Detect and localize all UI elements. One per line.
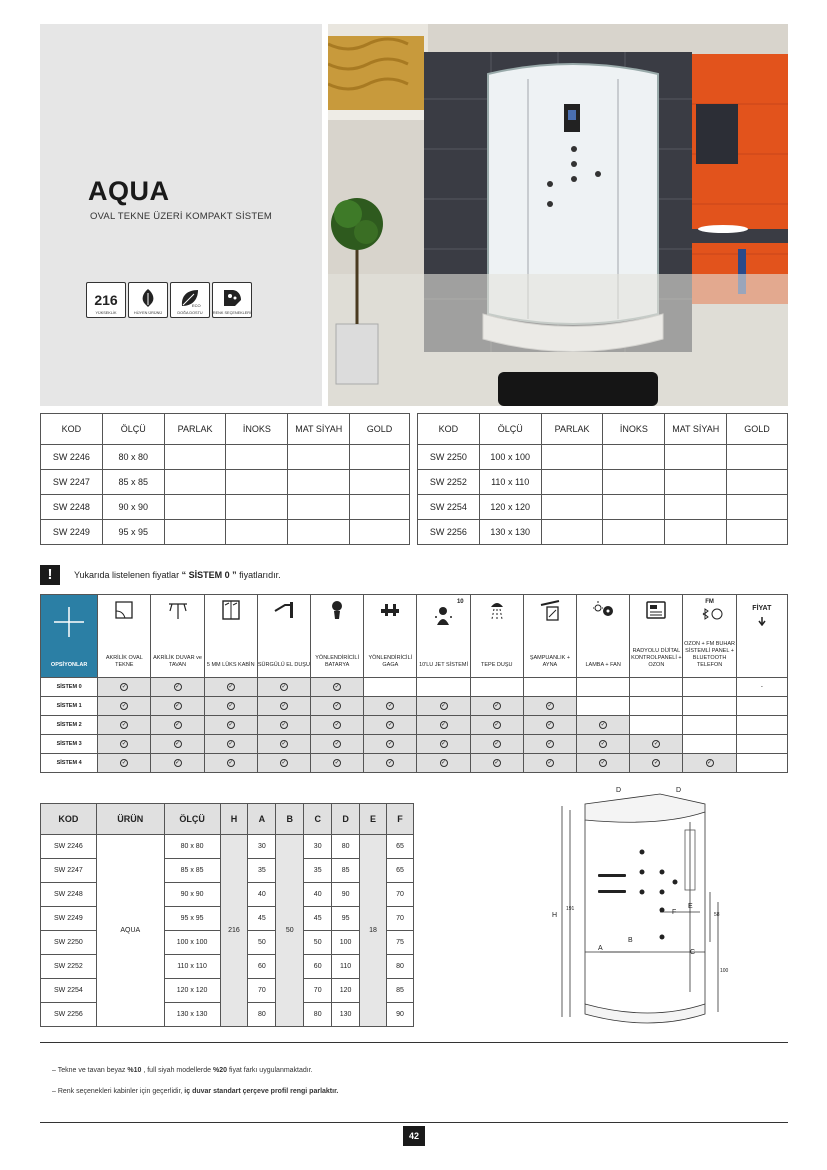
check-cell	[204, 697, 257, 716]
dimensions-table	[40, 803, 414, 1027]
check-icon: ✓	[334, 741, 340, 747]
table-cell: 80 x 80	[164, 835, 220, 859]
note-color-price: – Tekne ve tavan beyaz %10 , full siyah modellerde %20 fiyat farkı uygulanmaktadır.	[52, 1067, 313, 1074]
check-cell	[417, 716, 470, 735]
feature-colors: RENK SEÇENEKLERİ	[212, 282, 252, 318]
option-row	[41, 716, 788, 735]
check-cell	[151, 697, 204, 716]
col-header: İNOKS	[226, 414, 288, 445]
price-table-left	[40, 413, 410, 545]
check-icon: ✓	[281, 684, 287, 690]
check-cell	[364, 716, 417, 735]
check-icon: ✓	[387, 722, 393, 728]
diverter-icon	[379, 599, 401, 623]
check-icon: ✓	[387, 703, 393, 709]
feature-height: 216 YÜKSEKLİK	[86, 282, 126, 318]
system-name: SİSTEM 3	[41, 735, 98, 754]
col-header: ÖLÇÜ	[479, 414, 541, 445]
check-cell	[417, 754, 470, 773]
table-cell: 40	[248, 883, 276, 907]
option-row	[41, 754, 788, 773]
check-icon: ✓	[334, 760, 340, 766]
check-icon: ✓	[600, 722, 606, 728]
check-cell	[523, 735, 576, 754]
table-cell: SW 2248	[41, 883, 97, 907]
price-arrow-icon	[757, 616, 767, 628]
table-cell: 80	[332, 835, 360, 859]
check-cell	[470, 716, 523, 735]
system-name: SİSTEM 2	[41, 716, 98, 735]
acrylic-wall-icon	[167, 599, 189, 623]
check-icon: ✓	[334, 722, 340, 728]
check-cell	[151, 754, 204, 773]
check-cell	[98, 678, 151, 697]
check-cell	[364, 697, 417, 716]
jet-icon	[433, 605, 455, 629]
check-icon: ✓	[653, 741, 659, 747]
option-row	[41, 735, 788, 754]
table-cell: 70	[248, 979, 276, 1003]
check-icon: ✓	[228, 741, 234, 747]
check-icon: ✓	[707, 760, 713, 766]
page-number: 42	[403, 1126, 425, 1146]
price-table-right	[417, 413, 788, 545]
svg-text:58: 58	[714, 912, 720, 918]
col-header: GOLD	[350, 414, 410, 445]
check-cell	[204, 754, 257, 773]
empty-cell	[364, 678, 417, 697]
system-name: SİSTEM 0	[41, 678, 98, 697]
check-icon: ✓	[653, 760, 659, 766]
table-row: SW 2247 85 x 85	[41, 470, 410, 495]
table-cell: 45	[248, 907, 276, 931]
option-row	[41, 697, 788, 716]
svg-text:B: B	[628, 937, 633, 944]
check-cell	[311, 754, 364, 773]
option-header: LAMBA + FAN	[577, 595, 630, 678]
option-header: FM OZON + FM BUHAR SİSTEMLİ PANEL + BLUETOOTH TELEFON	[683, 595, 736, 678]
empty-cell	[577, 678, 630, 697]
table-cell: 70	[304, 979, 332, 1003]
check-icon: ✓	[175, 741, 181, 747]
feature-hygiene: HİJYEN ÜRÜNÜ	[128, 282, 168, 318]
col-header: GOLD	[727, 414, 788, 445]
table-cell: SW 2256	[41, 1003, 97, 1027]
check-cell	[523, 754, 576, 773]
check-cell	[151, 735, 204, 754]
check-icon: ✓	[281, 741, 287, 747]
option-header: RADYOLU DİJİTAL KONTROLPANELİ + OZON	[630, 595, 683, 678]
check-icon: ✓	[121, 684, 127, 690]
empty-cell	[683, 678, 736, 697]
svg-text:D: D	[616, 787, 622, 794]
table-cell: 50	[248, 931, 276, 955]
option-header: ŞAMPUANLIK + AYNA	[523, 595, 576, 678]
check-cell	[257, 678, 310, 697]
col-header: KOD	[41, 414, 103, 445]
empty-cell	[630, 716, 683, 735]
check-icon: ✓	[547, 703, 553, 709]
table-cell: 50	[276, 835, 304, 1027]
table-cell: SW 2249	[41, 907, 97, 931]
product-subtitle: OVAL TEKNE ÜZERİ KOMPAKT SİSTEM	[90, 211, 272, 222]
check-icon: ✓	[121, 760, 127, 766]
table-cell: 30	[304, 835, 332, 859]
table-cell: 35	[304, 859, 332, 883]
check-cell	[630, 754, 683, 773]
check-icon: ✓	[441, 722, 447, 728]
option-row	[41, 678, 788, 697]
check-cell	[311, 697, 364, 716]
empty-cell	[630, 697, 683, 716]
check-icon: ✓	[494, 760, 500, 766]
hygiene-leaf-icon	[140, 288, 156, 308]
eco-leaf-icon	[179, 288, 201, 308]
col-header: A	[248, 804, 276, 835]
dimension-diagram	[540, 782, 780, 1032]
table-cell: AQUA	[96, 835, 164, 1027]
option-header: 5 MM LÜKS KABİN	[204, 595, 257, 678]
options-corner: OPSİYONLAR	[41, 595, 98, 678]
check-cell	[311, 716, 364, 735]
check-cell	[257, 754, 310, 773]
table-cell: 35	[248, 859, 276, 883]
svg-text:C: C	[690, 949, 696, 956]
check-cell	[98, 716, 151, 735]
check-icon: ✓	[441, 760, 447, 766]
system-name: SİSTEM 4	[41, 754, 98, 773]
table-cell: 50	[304, 931, 332, 955]
price-cell	[736, 697, 787, 716]
check-cell	[523, 697, 576, 716]
col-header: F	[386, 804, 413, 835]
table-row: SW 2254 120 x 120	[418, 495, 788, 520]
check-icon: ✓	[334, 703, 340, 709]
price-cell	[736, 735, 787, 754]
empty-cell	[630, 678, 683, 697]
check-icon: ✓	[387, 741, 393, 747]
check-cell	[523, 716, 576, 735]
col-header: C	[304, 804, 332, 835]
shampoo-mirror-icon	[539, 599, 561, 623]
check-cell	[98, 697, 151, 716]
check-icon: ✓	[175, 760, 181, 766]
price-cell: -	[736, 678, 787, 697]
option-header: YÖNLENDİRİCİLİ BATARYA	[311, 595, 364, 678]
check-cell	[151, 716, 204, 735]
feature-eco: ECO DOĞA DOSTU	[170, 282, 210, 318]
col-header: B	[276, 804, 304, 835]
svg-text:ECO: ECO	[192, 303, 201, 308]
check-cell	[470, 735, 523, 754]
warning-icon: !	[40, 565, 60, 585]
check-icon: ✓	[441, 741, 447, 747]
check-icon: ✓	[281, 722, 287, 728]
check-icon: ✓	[175, 684, 181, 690]
table-cell: 80	[386, 955, 413, 979]
height-216-icon: 216	[94, 292, 118, 308]
table-cell: 70	[386, 883, 413, 907]
check-cell	[257, 697, 310, 716]
col-header: ÖLÇÜ	[102, 414, 164, 445]
table-cell: SW 2250	[41, 931, 97, 955]
table-cell: 110	[332, 955, 360, 979]
table-cell: 95 x 95	[164, 907, 220, 931]
col-header: D	[332, 804, 360, 835]
options-table	[40, 594, 788, 773]
col-header: MAT SİYAH	[288, 414, 350, 445]
check-icon: ✓	[494, 741, 500, 747]
check-icon: ✓	[547, 760, 553, 766]
table-cell: SW 2252	[41, 955, 97, 979]
divider	[40, 1042, 788, 1043]
empty-cell	[683, 735, 736, 754]
hand-shower-icon	[273, 599, 295, 623]
check-icon: ✓	[281, 760, 287, 766]
check-cell	[417, 735, 470, 754]
table-cell: SW 2246	[41, 835, 97, 859]
check-cell	[364, 754, 417, 773]
divider	[40, 1122, 788, 1123]
color-options-icon	[221, 288, 243, 308]
table-cell: 80	[248, 1003, 276, 1027]
svg-text:D: D	[676, 787, 682, 794]
table-cell: 75	[386, 931, 413, 955]
check-cell	[470, 754, 523, 773]
glass-cabin-icon	[220, 599, 242, 623]
option-header: AKRİLİK OVAL TEKNE	[98, 595, 151, 678]
empty-cell	[577, 697, 630, 716]
option-header: SÜRGÜLÜ EL DUŞU	[257, 595, 310, 678]
table-row: SW 2246 80 x 80	[41, 445, 410, 470]
radio-panel-icon	[645, 599, 667, 623]
table-cell: 45	[304, 907, 332, 931]
table-row: SW 2256 130 x 130	[418, 520, 788, 545]
svg-text:A: A	[598, 945, 603, 952]
option-header: YÖNLENDİRİCİLİ GAGA	[364, 595, 417, 678]
check-cell	[204, 678, 257, 697]
table-cell: 216	[220, 835, 248, 1027]
check-icon: ✓	[228, 722, 234, 728]
check-icon: ✓	[600, 741, 606, 747]
table-cell: 95	[332, 907, 360, 931]
empty-cell	[683, 697, 736, 716]
check-icon: ✓	[494, 703, 500, 709]
check-cell	[577, 754, 630, 773]
svg-text:100: 100	[720, 968, 729, 974]
svg-text:E: E	[688, 903, 693, 910]
table-cell: 85 x 85	[164, 859, 220, 883]
check-icon: ✓	[121, 722, 127, 728]
table-cell: 60	[248, 955, 276, 979]
col-header: E	[360, 804, 387, 835]
col-header: ÖLÇÜ	[164, 804, 220, 835]
table-cell: 85	[386, 979, 413, 1003]
col-header: H	[220, 804, 248, 835]
table-cell: 90	[332, 883, 360, 907]
col-header: KOD	[418, 414, 480, 445]
check-cell	[577, 735, 630, 754]
check-icon: ✓	[600, 760, 606, 766]
check-icon: ✓	[547, 722, 553, 728]
check-cell	[204, 735, 257, 754]
lamp-fan-icon	[592, 599, 614, 623]
empty-cell	[417, 678, 470, 697]
check-cell	[630, 735, 683, 754]
table-cell: 110 x 110	[164, 955, 220, 979]
table-row: SW 2250 100 x 100	[418, 445, 788, 470]
price-cell	[736, 716, 787, 735]
check-icon: ✓	[334, 684, 340, 690]
check-icon: ✓	[281, 703, 287, 709]
check-cell	[311, 735, 364, 754]
check-icon: ✓	[228, 760, 234, 766]
check-icon: ✓	[228, 684, 234, 690]
svg-text:H: H	[552, 912, 558, 919]
bluetooth-panel-icon	[695, 605, 725, 629]
system-name: SİSTEM 1	[41, 697, 98, 716]
product-title: AQUA	[88, 176, 170, 206]
table-cell: 130 x 130	[164, 1003, 220, 1027]
table-cell: 90	[386, 1003, 413, 1027]
check-icon: ✓	[175, 703, 181, 709]
check-cell	[151, 678, 204, 697]
col-header: ÜRÜN	[96, 804, 164, 835]
table-cell: 90 x 90	[164, 883, 220, 907]
table-row: SW 2249 95 x 95	[41, 520, 410, 545]
svg-text:191: 191	[566, 906, 575, 912]
price-notice: Yukarıda listelenen fiyatlar “ SİSTEM 0 ” fiyatlarıdır.	[74, 570, 281, 580]
check-cell	[98, 754, 151, 773]
table-cell: 30	[248, 835, 276, 859]
table-cell: SW 2247	[41, 859, 97, 883]
option-header: TEPE DUŞU	[470, 595, 523, 678]
table-cell: 60	[304, 955, 332, 979]
check-cell	[683, 754, 736, 773]
check-cell	[311, 678, 364, 697]
table-cell: 65	[386, 835, 413, 859]
svg-text:F: F	[672, 909, 677, 916]
table-cell: 65	[386, 859, 413, 883]
table-cell: 120 x 120	[164, 979, 220, 1003]
option-header: 10 10'LU JET SİSTEMİ	[417, 595, 470, 678]
mixer-icon	[326, 599, 348, 623]
table-cell: 100 x 100	[164, 931, 220, 955]
col-header: MAT SİYAH	[665, 414, 727, 445]
table-cell: 18	[360, 835, 387, 1027]
check-icon: ✓	[175, 722, 181, 728]
check-icon: ✓	[121, 741, 127, 747]
col-header: İNOKS	[603, 414, 665, 445]
table-row	[41, 835, 414, 859]
empty-cell	[523, 678, 576, 697]
check-cell	[577, 716, 630, 735]
plus-icon	[52, 605, 86, 639]
check-cell	[364, 735, 417, 754]
check-cell	[204, 716, 257, 735]
check-cell	[257, 716, 310, 735]
product-photo	[328, 24, 788, 406]
check-cell	[257, 735, 310, 754]
check-icon: ✓	[547, 741, 553, 747]
acrylic-tray-icon	[113, 599, 135, 623]
option-header: AKRİLİK DUVAR ve TAVAN	[151, 595, 204, 678]
table-cell: 70	[386, 907, 413, 931]
col-header: PARLAK	[541, 414, 603, 445]
check-icon: ✓	[494, 722, 500, 728]
check-cell	[98, 735, 151, 754]
head-shower-icon	[486, 599, 508, 623]
check-icon: ✓	[121, 703, 127, 709]
price-cell	[736, 754, 787, 773]
check-icon: ✓	[387, 760, 393, 766]
check-icon: ✓	[441, 703, 447, 709]
option-header: FİYAT	[736, 595, 787, 678]
table-cell: 80	[304, 1003, 332, 1027]
table-row: SW 2252 110 x 110	[418, 470, 788, 495]
note-color-options: – Renk seçenekleri kabinler için geçerlidir, iç duvar standart çerçeve profil rengi parlaktır.	[52, 1088, 339, 1095]
table-cell: 120	[332, 979, 360, 1003]
empty-cell	[683, 716, 736, 735]
col-header: PARLAK	[164, 414, 226, 445]
check-cell	[470, 697, 523, 716]
check-cell	[417, 697, 470, 716]
table-row: SW 2248 90 x 90	[41, 495, 410, 520]
check-icon: ✓	[228, 703, 234, 709]
table-cell: 40	[304, 883, 332, 907]
table-cell: 130	[332, 1003, 360, 1027]
col-header: KOD	[41, 804, 97, 835]
table-cell: 100	[332, 931, 360, 955]
table-cell: SW 2254	[41, 979, 97, 1003]
empty-cell	[470, 678, 523, 697]
table-cell: 85	[332, 859, 360, 883]
